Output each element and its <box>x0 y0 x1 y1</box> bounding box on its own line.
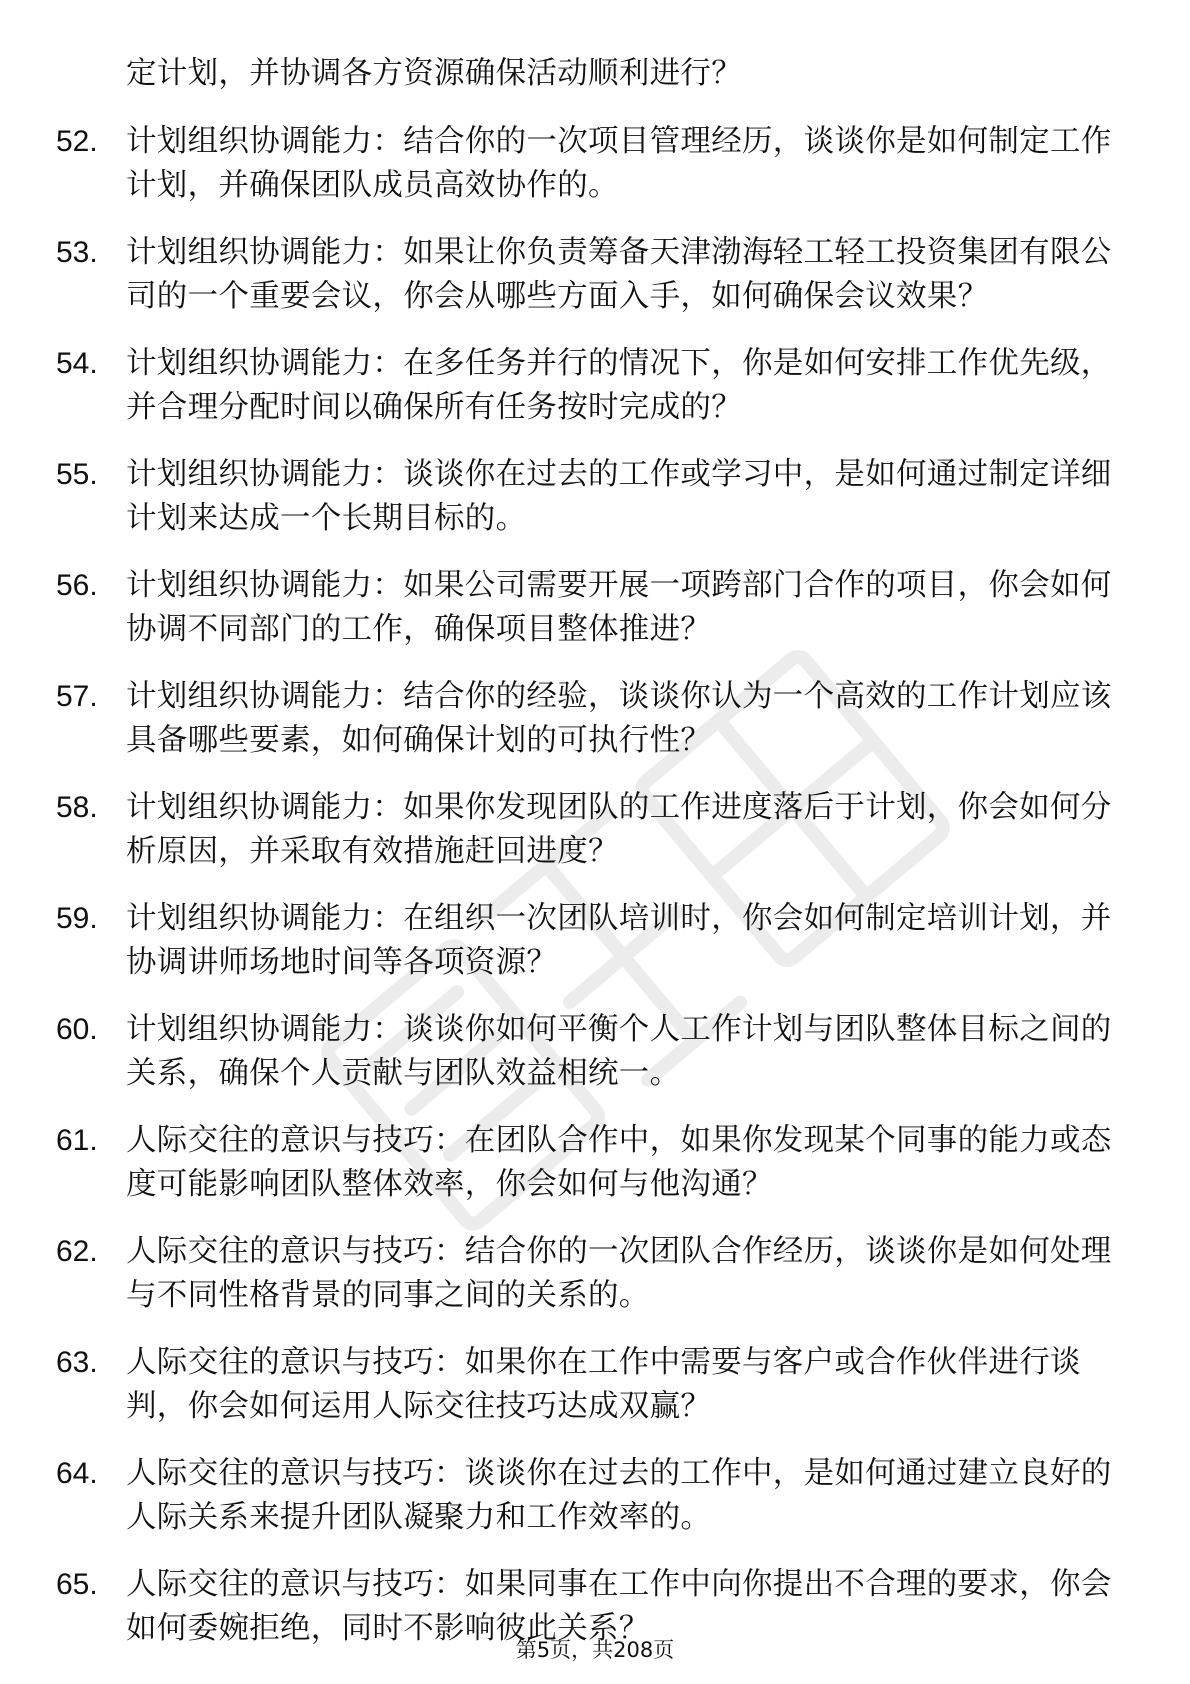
question-text: 计划组织协调能力：如果你发现团队的工作进度落后于计划，你会如何分析原因，并采取有效措施赶回进度？ <box>126 790 1112 869</box>
question-item <box>56 1452 1126 1540</box>
question-text: 计划组织协调能力：结合你的一次项目管理经历，谈谈你是如何制定工作计划，并确保团队成员高效协作的。 <box>126 124 1112 203</box>
question-item <box>56 1230 1126 1318</box>
question-text: 计划组织协调能力：在多任务并行的情况下，你是如何安排工作优先级，并合理分配时间以确保所有任务按时完成的？ <box>126 346 1112 425</box>
question-number: 65. <box>56 1568 98 1601</box>
question-text: 计划组织协调能力：结合你的经验，谈谈你认为一个高效的工作计划应该具备哪些要素，如何确保计划的可执行性？ <box>126 679 1112 758</box>
page-footer: 第5页，共208页 <box>515 1638 675 1662</box>
question-text: 计划组织协调能力：如果让你负责筹备天津渤海轻工轻工投资集团有限公司的一个重要会议，你会从哪些方面入手，如何确保会议效果？ <box>126 235 1112 314</box>
question-item <box>56 1341 1126 1429</box>
question-number: 60. <box>56 1013 98 1046</box>
question-number: 57. <box>56 680 98 713</box>
question-number: 63. <box>56 1346 98 1379</box>
question-item <box>56 897 1126 985</box>
question-text: 人际交往的意识与技巧：结合你的一次团队合作经历，谈谈你是如何处理与不同性格背景的同事之间的关系的。 <box>126 1234 1112 1313</box>
question-text: 计划组织协调能力：如果公司需要开展一项跨部门合作的项目，你会如何协调不同部门的工作，确保项目整体推进？ <box>126 568 1112 647</box>
question-number: 62. <box>56 1235 98 1268</box>
question-number: 53. <box>56 236 98 269</box>
question-number: 61. <box>56 1124 98 1157</box>
question-text: 人际交往的意识与技巧：在团队合作中，如果你发现某个同事的能力或态度可能影响团队整体效率，你会如何与他沟通？ <box>126 1123 1112 1202</box>
question-number: 52. <box>56 125 98 158</box>
question-item <box>56 1008 1126 1096</box>
question-number: 58. <box>56 791 98 824</box>
question-item <box>56 1119 1126 1207</box>
question-number: 56. <box>56 569 98 602</box>
question-content <box>56 52 1126 1674</box>
continued-question-text: 定计划，并协调各方资源确保活动顺利进行？ <box>126 56 742 91</box>
question-text: 计划组织协调能力：在组织一次团队培训时，你会如何制定培训计划，并协调讲师场地时间等各项资源？ <box>126 901 1112 980</box>
question-item <box>56 675 1126 763</box>
question-item <box>56 231 1126 319</box>
question-item <box>56 564 1126 652</box>
question-number: 54. <box>56 347 98 380</box>
question-text: 计划组织协调能力：谈谈你在过去的工作或学习中，是如何通过制定详细计划来达成一个长期目标的。 <box>126 457 1112 536</box>
question-number: 55. <box>56 458 98 491</box>
question-number: 64. <box>56 1457 98 1490</box>
question-item <box>56 342 1126 430</box>
question-text: 人际交往的意识与技巧：如果你在工作中需要与客户或合作伙伴进行谈判，你会如何运用人际交往技巧达成双赢？ <box>126 1345 1081 1424</box>
question-list <box>56 120 1126 1651</box>
question-text: 计划组织协调能力：谈谈你如何平衡个人工作计划与团队整体目标之间的关系，确保个人贡献与团队效益相统一。 <box>126 1012 1112 1091</box>
question-number: 59. <box>56 902 98 935</box>
question-item <box>56 786 1126 874</box>
question-item <box>56 120 1126 208</box>
question-text: 人际交往的意识与技巧：谈谈你在过去的工作中，是如何通过建立良好的人际关系来提升团队凝聚力和工作效率的。 <box>126 1456 1112 1535</box>
question-text: 人际交往的意识与技巧：如果同事在工作中向你提出不合理的要求，你会如何委婉拒绝，同时不影响彼此关系？ <box>126 1567 1112 1646</box>
question-item <box>56 453 1126 541</box>
